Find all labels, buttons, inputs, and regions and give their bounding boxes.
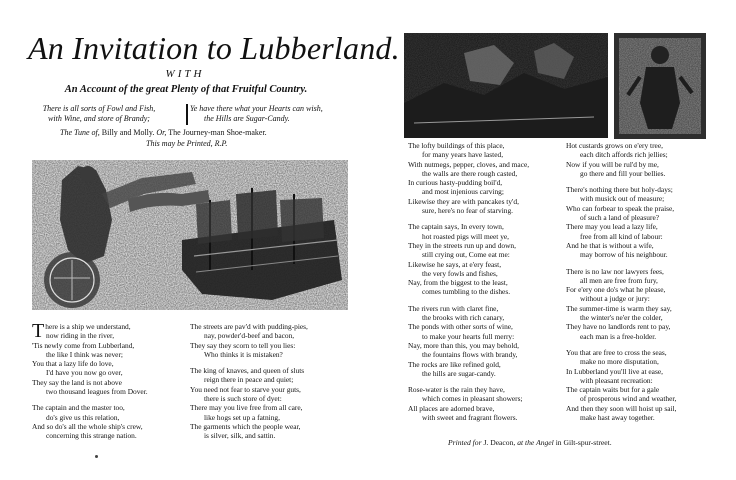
- verse-line: Who can forbear to speak the praise,: [566, 203, 675, 213]
- harbour-landscape-woodcut: [404, 33, 608, 138]
- verse-line: with musick out of measure;: [580, 194, 665, 204]
- verse-line: 'Tis newly come from Lubberland,: [32, 340, 135, 350]
- verse-line: free from all kind of labour:: [580, 231, 663, 241]
- verse-line: The captain says, In every town,: [408, 222, 504, 232]
- verse-line: like hogs set up a fatning,: [204, 412, 280, 422]
- stanza-gap: [566, 178, 730, 185]
- verse-line: There may you live free from all care,: [190, 403, 303, 413]
- verse-line: The captain waits but for a gale: [566, 385, 660, 395]
- verse-line: The king of knaves, and queen of sluts: [190, 366, 305, 376]
- verse-line: the very fowls and fishes,: [422, 268, 498, 278]
- verse-line: with pleasant recreation:: [580, 375, 653, 385]
- verse-line: is silver, silk, and sattin.: [204, 431, 276, 441]
- verse-line: nay, powder'd-beef and bacon,: [204, 331, 295, 341]
- verse-line: The lofty buildings of this place,: [408, 141, 505, 150]
- verse-line: now riding in the river,: [46, 331, 115, 341]
- stanza-gap: [566, 341, 730, 348]
- verse-line: The ponds with other sorts of wine,: [408, 322, 513, 332]
- verse-line: Who thinks it is mistaken?: [204, 349, 283, 359]
- verse-line: each man is a free-holder.: [580, 331, 657, 341]
- verse-line: and most injenious carving;: [422, 187, 504, 197]
- verse-line: which comes in pleasant showers;: [422, 394, 523, 404]
- stanza-gap: [32, 396, 182, 403]
- verse-line: to make your hearts full merry:: [422, 331, 515, 341]
- verse-line: go there and fill your bellies.: [580, 168, 666, 178]
- verse-line: All places are adorned brave,: [408, 403, 495, 413]
- verse-column-right-2: [566, 141, 730, 422]
- verse-line: There is no law nor lawyers fees,: [566, 266, 664, 276]
- verse-line: all men are free from fury,: [580, 275, 658, 285]
- verse-line: Nay, more than this, you may behold,: [408, 340, 519, 350]
- verse-line: There is a ship we understand,: [32, 320, 131, 342]
- verse-line: with sweet and fragrant flowers.: [422, 413, 518, 423]
- verse-column-left-2: [190, 322, 360, 441]
- verse-line: With nutmegs, pepper, cloves, and mace,: [408, 159, 530, 169]
- verse-line: They in the streets run up and down,: [408, 240, 516, 250]
- verse-line: There's nothing there but holy-days;: [566, 185, 673, 195]
- verse-line: sure, here's no fear of starving.: [422, 206, 514, 216]
- verse-line: Likewise they are with pancakes ty'd,: [408, 196, 519, 206]
- stanza-gap: [408, 297, 558, 304]
- verse-line: And then they soon will hoist up sail,: [566, 403, 677, 413]
- verse-line: And so do's all the whole ship's crew,: [32, 421, 143, 431]
- verse-line: Nay, from the biggest to the least,: [408, 278, 508, 288]
- verse-line: the walls are there rough casted,: [422, 168, 518, 178]
- standing-figure-woodcut: [614, 33, 706, 139]
- intro-couplet-right: Ye have there what your Hearts can wish, the Hills are Sugar-Candy.: [190, 104, 323, 123]
- verse-line: the winter's ne'er the colder,: [580, 313, 663, 323]
- intro-couplet-left: There is all sorts of Fowl and Fish, with Wine, and store of Brandy;: [42, 104, 156, 123]
- verse-line: Hot custards grows on e'ery tree,: [566, 141, 663, 150]
- verse-line: In curious hasty-pudding boil'd,: [408, 178, 503, 188]
- stanza-gap: [408, 215, 558, 222]
- verse-line: there is such store of dyet:: [204, 394, 282, 404]
- licence-line: This may be Printed, R.P.: [146, 139, 228, 148]
- verse-line: the hills are sugar-candy.: [422, 368, 496, 378]
- verse-line: still crying out, Come eat me:: [422, 250, 510, 260]
- verse-line: may borrow of his neighbour.: [580, 250, 668, 260]
- verse-line: comes tumbling to the dishes.: [422, 287, 511, 297]
- with-line: WITH: [165, 68, 205, 80]
- tune-line: The Tune of, Billy and Molly. Or, The Journey-man Shoe-maker.: [60, 128, 267, 137]
- verse-line: Now if you will be rul'd by me,: [566, 159, 659, 169]
- verse-line: For e'ery one do's what he please,: [566, 285, 666, 295]
- verse-line: And he that is without a wife,: [566, 240, 654, 250]
- verse-line: They say the land is not above: [32, 377, 122, 387]
- verse-line: The garments which the people wear,: [190, 421, 301, 431]
- ink-speck: [95, 455, 98, 458]
- verse-line: You need not fear to starve your guts,: [190, 384, 301, 394]
- ballad-subtitle: An Account of the great Plenty of that Fruitful Country.: [64, 84, 308, 95]
- stanza-gap: [408, 378, 558, 385]
- verse-line: do's give us this relation,: [46, 412, 120, 422]
- verse-line: The rocks are like refined gold,: [408, 359, 501, 369]
- sailor-and-ship-woodcut: [32, 160, 348, 310]
- verse-line: In Lubberland you'll live at ease,: [566, 366, 663, 376]
- verse-line: make hast away together.: [580, 413, 655, 423]
- verse-line: of such a land of pleasure?: [580, 213, 660, 223]
- verse-line: Likewise he says, at e'ery feast,: [408, 259, 502, 269]
- stanza-gap: [190, 359, 360, 366]
- verse-line: hot roasted pigs will meet ye,: [422, 231, 510, 241]
- stanza-gap: [566, 260, 730, 267]
- verse-line: two thousand leagues from Dover.: [46, 387, 148, 397]
- drop-cap: T: [32, 320, 45, 342]
- verse-line: They have no landlords rent to pay,: [566, 322, 671, 332]
- verse-line: concerning this strange nation.: [46, 431, 137, 441]
- verse-line: Rose-water is the rain they have,: [408, 385, 505, 395]
- verse-line: without a judge or jury:: [580, 294, 650, 304]
- verse-line: the brooks with rich canary,: [422, 313, 505, 323]
- verse-line: The captain and the master too,: [32, 403, 125, 413]
- verse-line: There may you lead a lazy life,: [566, 222, 658, 232]
- printer-imprint: Printed for J. Deacon, at the Angel in Gilt-spur-street.: [448, 438, 612, 447]
- intro-divider: [186, 104, 188, 125]
- verse-line: The streets are pav'd with pudding-pies,: [190, 322, 308, 331]
- verse-line: reign there in peace and quiet;: [204, 375, 294, 385]
- verse-column-right-1: [408, 141, 558, 422]
- verse-line: You that a lazy life do love,: [32, 359, 114, 369]
- verse-line: The summer-time is warm they say,: [566, 303, 672, 313]
- verse-line: I'd have you now go over,: [46, 368, 123, 378]
- verse-line: for many years have lasted,: [422, 150, 504, 160]
- verse-line: They say they scorn to tell you lies:: [190, 340, 296, 350]
- verse-line: make no more disputation,: [580, 357, 659, 367]
- verse-line: of prosperous wind and weather,: [580, 394, 677, 404]
- verse-line: each ditch affords rich jellies;: [580, 150, 668, 160]
- verse-column-left-1: [32, 322, 182, 441]
- verse-line: You that are free to cross the seas,: [566, 347, 667, 357]
- verse-line: the fountains flows with brandy,: [422, 350, 518, 360]
- verse-line: the like I think was never;: [46, 349, 123, 359]
- ballad-title: An Invitation to Lubberland.: [28, 30, 400, 66]
- verse-line: The rivers run with claret fine,: [408, 303, 499, 313]
